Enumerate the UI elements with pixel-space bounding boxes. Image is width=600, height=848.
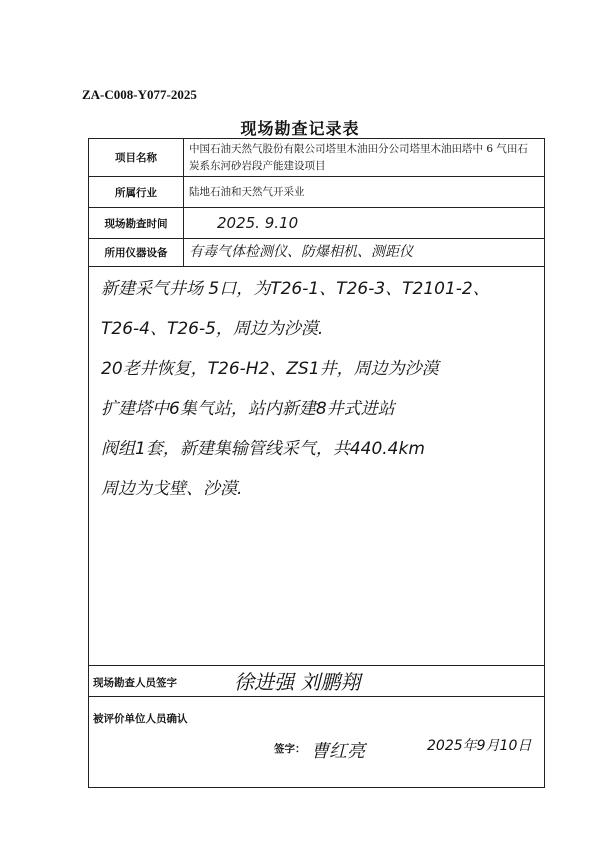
note-line: 周边为戈壁、沙漠. xyxy=(101,479,243,499)
equipment-value: 有毒气体检测仪、防爆相机、测距仪 xyxy=(189,244,413,260)
confirm-date: 2025年9月10日 xyxy=(427,738,532,754)
document-title: 现场勘查记录表 xyxy=(240,119,360,138)
industry-value: 陆地石油和天然气开采业 xyxy=(189,185,305,198)
row-equipment xyxy=(89,239,544,267)
project-name-value: 中国石油天然气股份有限公司塔里木油田分公司塔里木油田塔中 6 气田石炭系东河砂岩段产能建设项目 xyxy=(189,142,528,172)
surveyor-sign-label: 现场勘查人员签字 xyxy=(93,677,177,689)
equipment-label: 所用仪器设备 xyxy=(89,239,184,266)
row-surveyor-sign xyxy=(89,665,544,697)
surveyor-signatures: 徐进强 刘鹏翔 xyxy=(234,670,361,694)
survey-time-value: 2025. 9.10 xyxy=(217,213,299,232)
unit-confirm-label: 被评价单位人员确认 xyxy=(93,713,188,725)
survey-notes xyxy=(101,269,538,509)
note-line: 阀组1套，新建集输管线采气，共440.4km xyxy=(101,439,425,459)
document-code: ZA-C008-Y077-2025 xyxy=(82,87,197,102)
row-industry xyxy=(89,177,544,208)
note-line: 扩建塔中6集气站，站内新建8井式进站 xyxy=(101,399,395,419)
sign-label: 签字： xyxy=(274,743,306,755)
unit-signature: 曹红亮 xyxy=(311,741,365,762)
note-line: 20老井恢复，T26-H2、ZS1井，周边为沙漠 xyxy=(101,359,439,379)
note-line: T26-4、T26-5，周边为沙漠. xyxy=(101,319,324,339)
survey-time-label: 现场勘查时间 xyxy=(89,208,184,238)
note-line: 新建采气井场 5口，为T26-1、T26-3、T2101-2、 xyxy=(101,279,490,299)
industry-label: 所属行业 xyxy=(89,177,184,207)
row-project-name xyxy=(89,139,544,177)
project-name-label: 项目名称 xyxy=(89,139,184,176)
row-survey-time xyxy=(89,208,544,239)
survey-record-table xyxy=(88,138,545,788)
